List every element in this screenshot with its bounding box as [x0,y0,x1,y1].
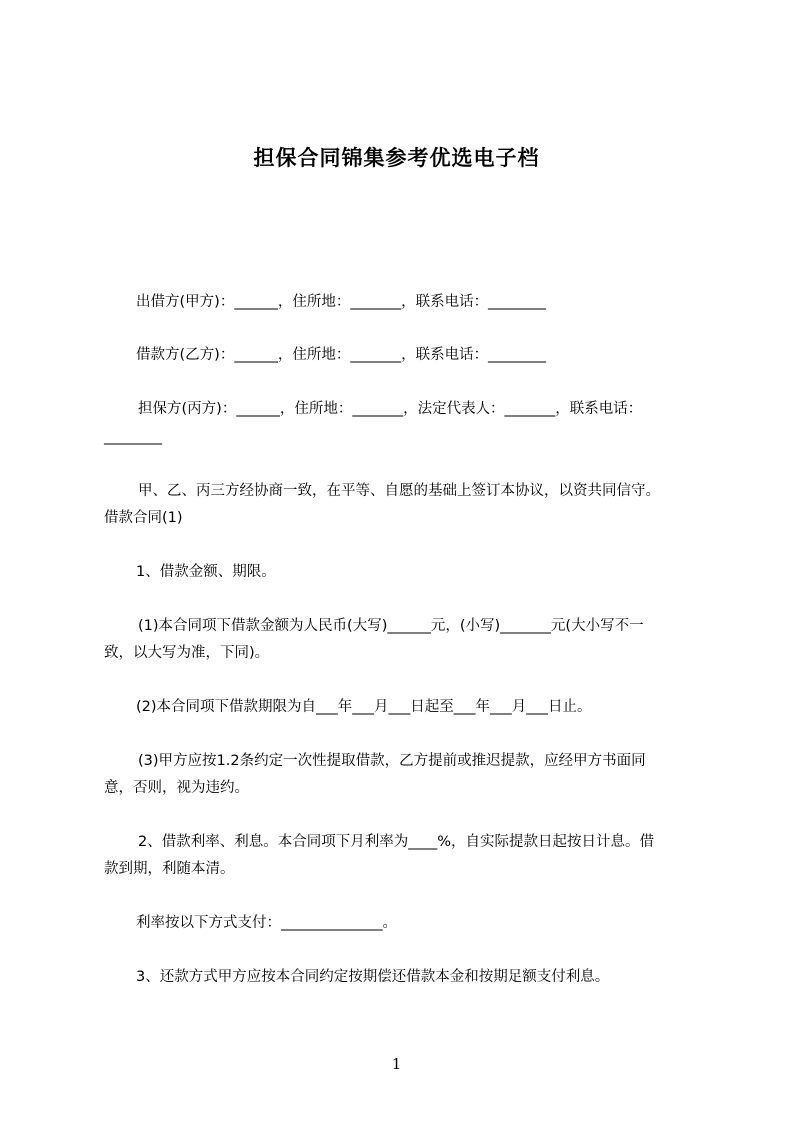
guarantor-line-continued: ________ [104,429,162,445]
clause-2-line-1: 2、借款利率、利息。本合同项下月利率为____%，自实际提款日起按日计息。借 [138,834,655,850]
interest-payment-line: 利率按以下方式支付：______________。 [136,915,397,931]
page-number: 1 [391,1055,402,1073]
clause-1-heading: 1、借款金额、期限。 [136,564,276,580]
clause-1-2: (2)本合同项下借款期限为自___年___月___日起至___年___月___日止。 [136,699,592,715]
clause-1-1-line-1: (1)本合同项下借款金额为人民币(大写)______元，(小写)_______元(大小写不一 [138,618,644,634]
clause-1-3-line-1: (3)甲方应按1.2条约定一次性提取借款，乙方提前或推迟提款，应经甲方书面同 [138,753,646,769]
clause-3-line: 3、还款方式甲方应按本合同约定按期偿还借款本金和按期足额支付利息。 [136,969,610,985]
clause-1-1-line-2: 致，以大写为准，下同)。 [104,645,270,661]
borrower-line: 借款方(乙方)：______，住所地：_______，联系电话：________ [136,347,547,363]
document-title: 担保合同锦集参考优选电子档 [253,146,540,170]
clause-2-line-2: 款到期，利随本清。 [104,861,235,877]
preamble-paragraph: 甲、乙、丙三方经协商一致，在平等、自愿的基础上签订本协议，以资共同信守。 [138,483,660,499]
clause-1-3-line-2: 意，否则，视为违约。 [104,780,249,796]
contract-subtitle: 借款合同(1) [104,510,183,526]
guarantor-line: 担保方(丙方)：______，住所地：_______，法定代表人：_______，联系电话： [138,401,643,417]
lender-line: 出借方(甲方)：______，住所地：_______，联系电话：________ [136,294,547,310]
